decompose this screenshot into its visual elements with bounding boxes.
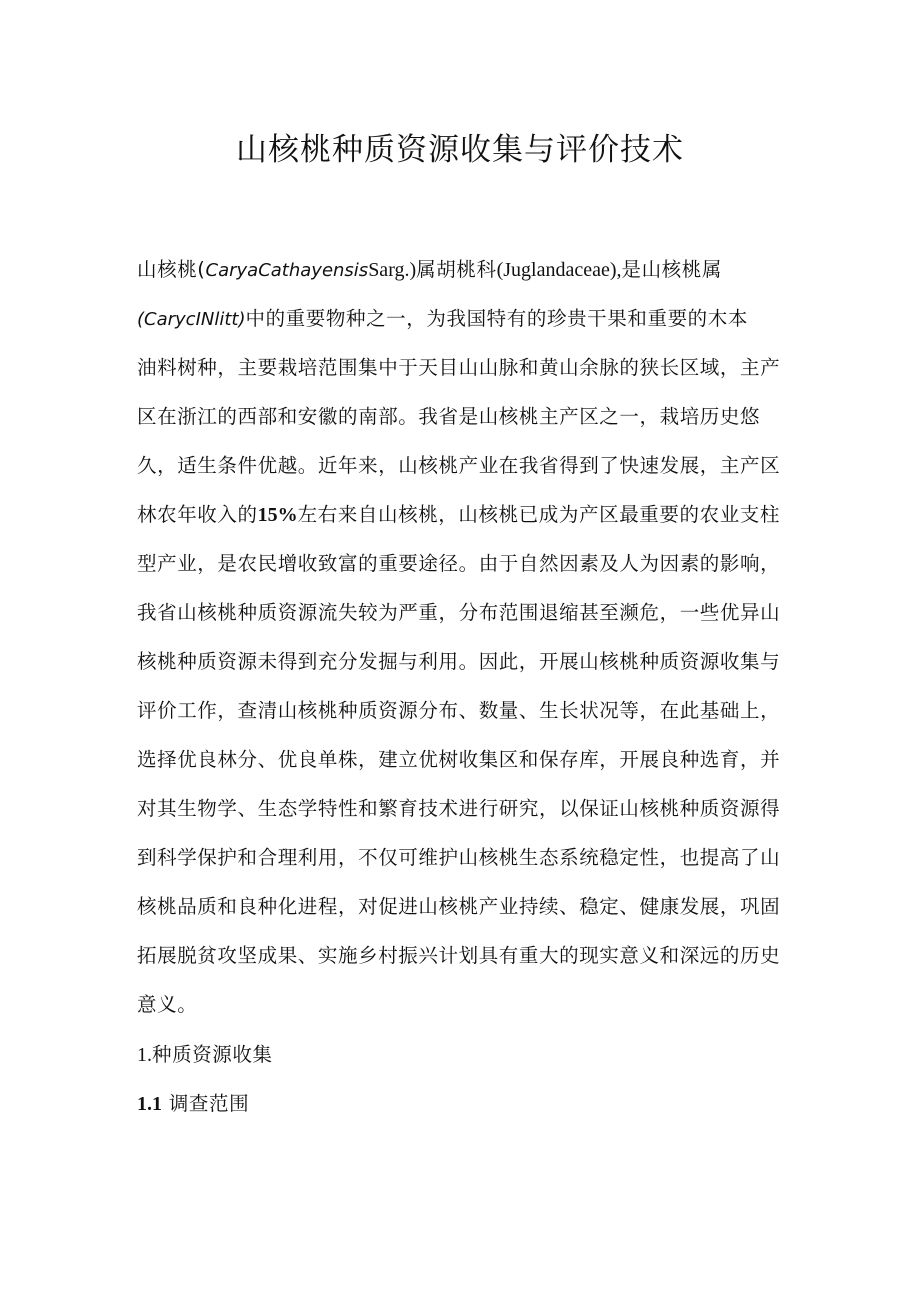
paragraph-line-6: 林农年收入的15%左右来自山核桃，山核桃已成为产区最重要的农业支柱	[137, 503, 781, 526]
paragraph-line-15: 拓展脱贫攻坚成果、实施乡村振兴计划具有重大的现实意义和深远的历史	[137, 944, 781, 967]
genus-name: (CarycINlitt)	[137, 309, 246, 330]
paragraph-line-16: 意义。	[137, 993, 198, 1016]
section-title: 种质资源收集	[152, 1043, 273, 1066]
paragraph-line-3: 油料树种，主要栽培范围集中于天目山山脉和黄山余脉的狭长区域，主产	[137, 356, 781, 379]
paragraph-line-11: 选择优良林分、优良单株，建立优树收集区和保存库，开展良种选育，并	[137, 748, 781, 771]
section-number: 1.	[137, 1044, 152, 1066]
paragraph-line-1: 山核桃(CaryaCathayensisSarg.)属胡桃科(Juglandaceae),是山核桃属	[137, 258, 722, 281]
paragraph-line-5: 久，适生条件优越。近年来，山核桃产业在我省得到了快速发展，主产区	[137, 454, 781, 477]
document-title: 山核桃种质资源收集与评价技术	[236, 132, 684, 168]
intro-paragraph	[137, 250, 792, 1034]
paragraph-line-9: 核桃种质资源未得到充分发掘与利用。因此，开展山核桃种质资源收集与	[137, 650, 781, 673]
paragraph-line-8: 我省山核桃种质资源流失较为严重，分布范围退缩甚至濒危，一些优异山	[137, 601, 781, 624]
percentage-value: 15%	[257, 504, 298, 526]
paragraph-line-2: (CarycINlitt)中的重要物种之一，为我国特有的珍贵干果和重要的木本	[137, 307, 748, 330]
subsection-title: 调查范围	[168, 1092, 250, 1115]
subsection-number: 1.1	[137, 1093, 162, 1115]
paragraph-line-7: 型产业，是农民增收致富的重要途径。由于自然因素及人为因素的影响，	[137, 552, 781, 575]
species-name: CaryaCathayensis	[205, 260, 369, 281]
paragraph-line-14: 核桃品质和良种化进程，对促进山核桃产业持续、稳定、健康发展，巩固	[137, 895, 781, 918]
paragraph-line-12: 对其生物学、生态学特性和繁育技术进行研究，以保证山核桃种质资源得	[137, 797, 781, 820]
section-heading-1-1	[137, 1084, 249, 1124]
family-name: (Juglandaceae),	[496, 259, 622, 281]
paragraph-line-4: 区在浙江的西部和安徽的南部。我省是山核桃主产区之一，栽培历史悠	[137, 405, 761, 428]
section-heading-1	[137, 1035, 273, 1075]
paragraph-line-10: 评价工作，查清山核桃种质资源分布、数量、生长状况等，在此基础上，	[137, 699, 781, 722]
paragraph-line-13: 到科学保护和合理利用，不仅可维护山核桃生态系统稳定性，也提高了山	[137, 846, 781, 869]
